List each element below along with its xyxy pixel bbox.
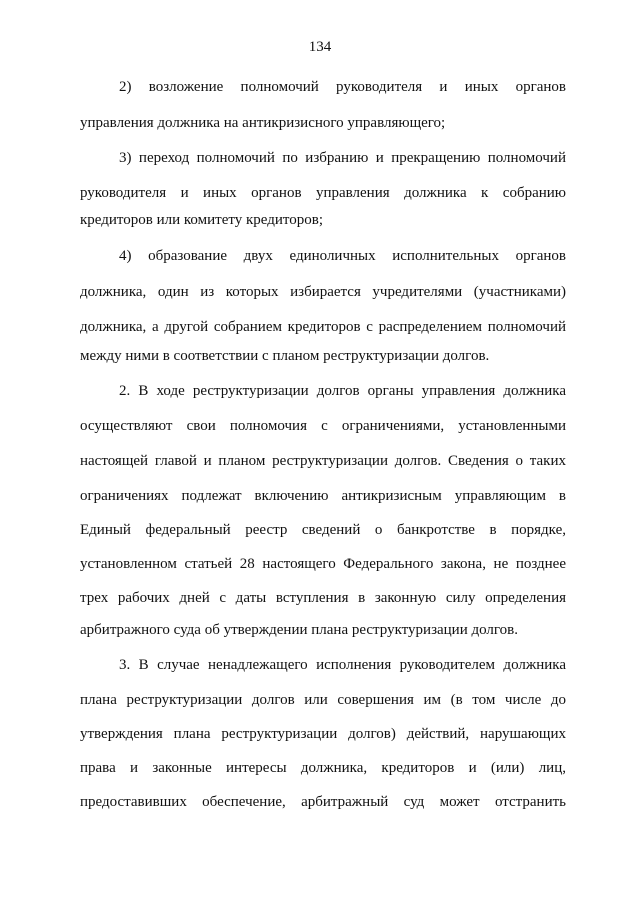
text-line: между ними в соответствии с планом реструктуризации долгов. xyxy=(80,348,490,364)
text-line: утверждения плана реструктуризации долгов) действий, нарушающих xyxy=(80,726,566,742)
text-line: 2) возложение полномочий руководителя и иных органов xyxy=(119,79,566,95)
text-line: 4) образование двух единоличных исполнительных органов xyxy=(119,248,566,264)
text-line: 3) переход полномочий по избранию и прекращению полномочий xyxy=(119,150,566,166)
text-line: кредиторов или комитету кредиторов; xyxy=(80,212,323,228)
text-line: 2. В ходе реструктуризации долгов органы управления должника xyxy=(119,383,566,399)
text-line: предоставивших обеспечение, арбитражный суд может отстранить xyxy=(80,794,566,810)
page-number: 134 xyxy=(308,39,332,55)
text-line: руководителя и иных органов управления должника к собранию xyxy=(80,185,566,201)
text-line: должника, один из которых избирается учредителями (участниками) xyxy=(80,284,566,300)
text-line: настоящей главой и планом реструктуризации долгов. Сведения о таких xyxy=(80,453,566,469)
text-line: трех рабочих дней с даты вступления в законную силу определения xyxy=(80,590,566,606)
text-line: Единый федеральный реестр сведений о банкротстве в порядке, xyxy=(80,522,566,538)
text-line: арбитражного суда об утверждении плана реструктуризации долгов. xyxy=(80,622,519,638)
text-line: управления должника на антикризисного управляющего; xyxy=(80,115,446,131)
text-line: установленном статьей 28 настоящего Федерального закона, не позднее xyxy=(80,556,566,572)
text-line: 3. В случае ненадлежащего исполнения руководителем должника xyxy=(119,657,566,673)
text-line: плана реструктуризации долгов или совершения им (в том числе до xyxy=(80,692,566,708)
text-line: права и законные интересы должника, кредиторов и (или) лиц, xyxy=(80,760,566,776)
text-line: должника, а другой собранием кредиторов с распределением полномочий xyxy=(80,319,566,335)
text-line: осуществляют свои полномочия с ограничениями, установленными xyxy=(80,418,566,434)
text-line: ограничениях подлежат включению антикризисным управляющим в xyxy=(80,488,566,504)
